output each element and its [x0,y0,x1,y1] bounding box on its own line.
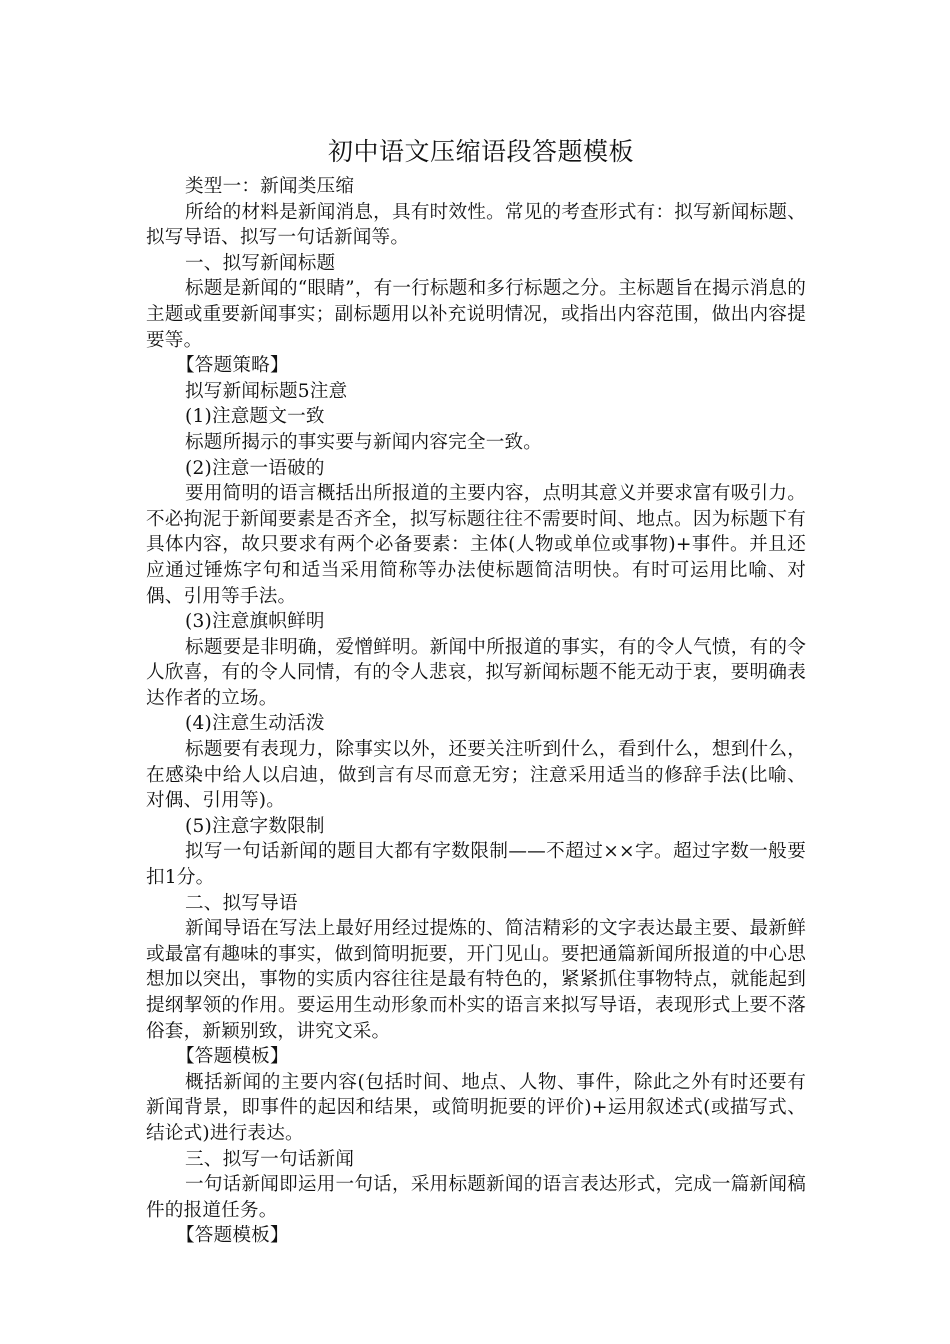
paragraph: 概括新闻的主要内容(包括时间、地点、人物、事件，除此之外有时还要有新闻背景，即事件的起因和结果，或简明扼要的评价)+运用叙述式(或描写式、结论式)进行表达。 [146,1071,806,1144]
document-page [146,130,806,1249]
paragraph: 所给的材料是新闻消息，具有时效性。常见的考查形式有：拟写新闻标题、拟写导语、拟写一句话新闻等。 [146,201,806,249]
paragraph: 一句话新闻即运用一句话，采用标题新闻的语言表达形式，完成一篇新闻稿件的报道任务。 [146,1174,806,1221]
paragraph: (3)注意旗帜鲜明 [185,611,325,633]
paragraph: 标题是新闻的“眼睛”，有一行标题和多行标题之分。主标题旨在揭示消息的主题或重要新闻事实；副标题用以补充说明情况，或指出内容范围，做出内容提要等。 [146,278,806,351]
paragraph: (4)注意生动活泼 [185,713,325,735]
paragraph: 三、拟写一句话新闻 [185,1148,355,1170]
paragraph: 要用简明的语言概括出所报道的主要内容，点明其意义并要求富有吸引力。不必拘泥于新闻要素是否齐全，拟写标题往往不需要时间、地点。因为标题下有具体内容，故只要求有两个必备要素：主体(人物或单位或事物)+事件。并且还应通过锤炼字句和适当采用简称等办法使标题简洁明快。有时可运用比喻、对偶、引用等手法。 [146,483,806,607]
paragraph: (1)注意题文一致 [185,406,325,428]
paragraph: (5)注意字数限制 [185,815,325,837]
paragraph: 二、拟写导语 [185,892,298,914]
paragraph: (2)注意一语破的 [185,457,325,479]
paragraph: 一、拟写新闻标题 [185,252,336,274]
section-marker: 【答题模板】 [176,1046,289,1068]
paragraph: 拟写新闻标题5注意 [185,380,348,402]
document-body [146,174,806,1249]
paragraph: 标题要有表现力，除事实以外，还要关注听到什么，看到什么，想到什么，在感染中给人以启迪，做到言有尽而意无穷；注意采用适当的修辞手法(比喻、对偶、引用等)。 [146,739,806,812]
paragraph: 类型一：新闻类压缩 [185,176,355,197]
section-marker: 【答题策略】 [176,355,289,377]
paragraph: 标题要是非明确，爱憎鲜明。新闻中所报道的事实，有的令人气愤，有的令人欣喜，有的令人同情，有的令人悲哀，拟写新闻标题不能无动于衷，要明确表达作者的立场。 [146,636,806,709]
document-title: 初中语文压缩语段答题模板 [327,137,634,166]
paragraph: 新闻导语在写法上最好用经过提炼的、简洁精彩的文字表达最主要、最新鲜或最富有趣味的事实，做到简明扼要，开门见山。要把通篇新闻所报道的中心思想加以突出，事物的实质内容往往是最有特色的，紧紧抓住事物特点，就能起到提纲挈领的作用。要运用生动形象而朴实的语言来拟写导语，表现形式上要不落俗套，新颖别致，讲究文采。 [146,918,806,1042]
paragraph: 拟写一句话新闻的题目大都有字数限制——不超过××字。超过字数一般要扣1分。 [146,841,806,889]
paragraph: 标题所揭示的事实要与新闻内容完全一致。 [185,431,543,453]
section-marker: 【答题模板】 [176,1225,289,1247]
